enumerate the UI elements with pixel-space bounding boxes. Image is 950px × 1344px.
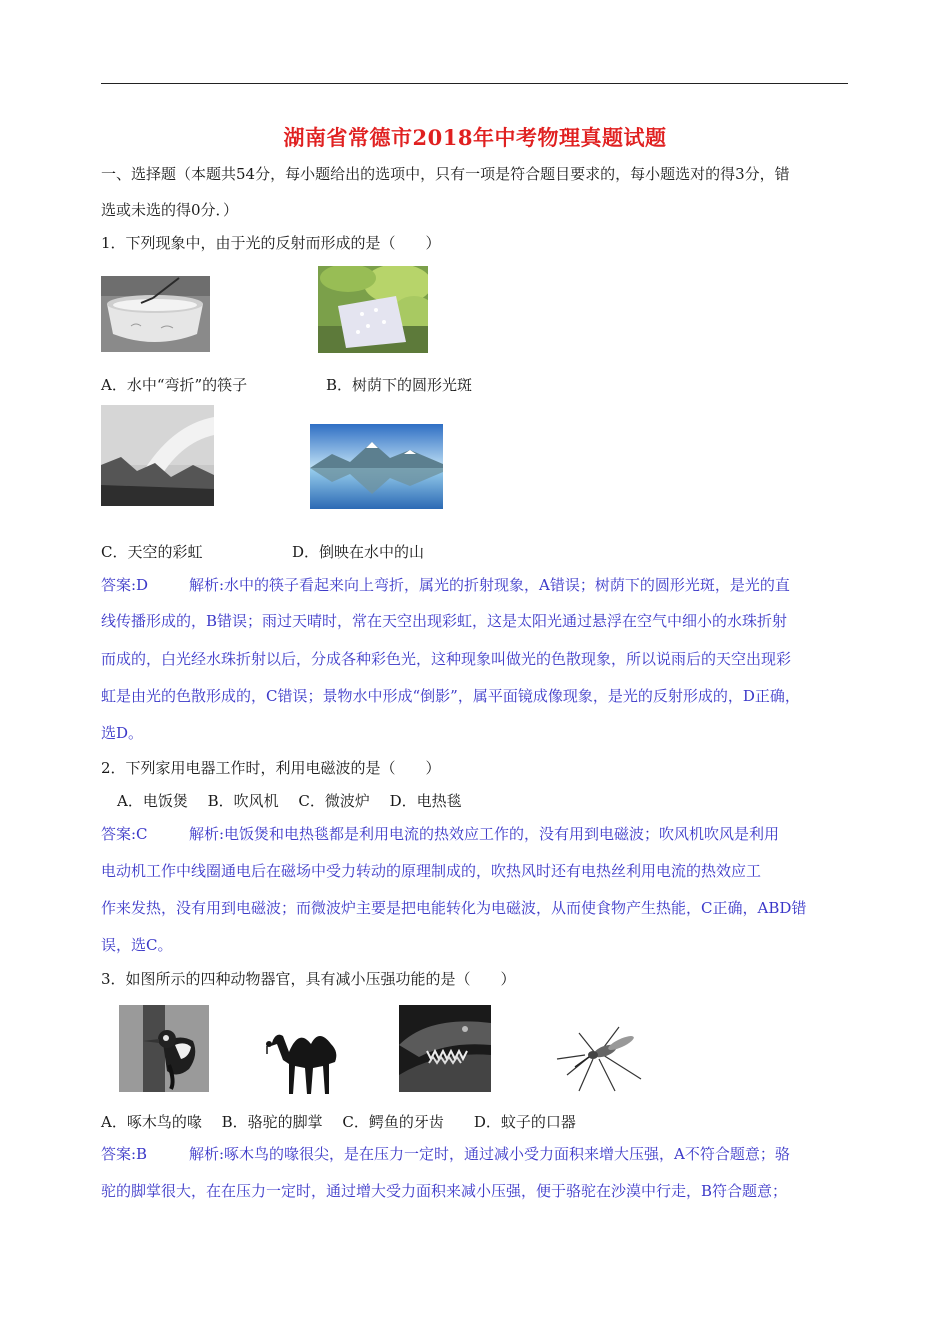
q3-explanation-line1: 解析:啄木鸟的喙很尖，是在压力一定时，通过减小受力面积来增大压强，A不符合题意；骆	[189, 1145, 790, 1163]
header-rule	[101, 83, 848, 84]
q2-stem: 2．下列家用电器工作时，利用电磁波的是（ ）	[101, 759, 441, 777]
rainbow-sky-image	[101, 405, 214, 506]
q1-stem: 1．下列现象中，由于光的反射而形成的是（ ）	[101, 234, 441, 252]
q2-explanation-line4: 误，选C。	[101, 936, 173, 954]
q3-options: A．啄木鸟的喙 B．骆驼的脚掌 C．鳄鱼的牙齿 D．蚊子的口器	[101, 1113, 576, 1131]
q1-option-c: C．天空的彩虹	[101, 543, 203, 561]
q2-explanation-line3: 作来发热，没有用到电磁波；而微波炉主要是把电能转化为电磁波，从而使食物产生热能，C正确，ABD错	[101, 899, 807, 917]
q1-explanation-line2: 线传播形成的，B错误；雨过天晴时，常在天空出现彩虹，这是太阳光通过悬浮在空气中细小的水珠折射	[101, 612, 788, 630]
page-title: 湖南省常德市2018年中考物理真题试题	[283, 125, 667, 150]
q1-explanation-line5: 选D。	[101, 724, 144, 742]
q1-answer-line1	[101, 574, 790, 596]
q1-explanation-line4: 虹是由光的色散形成的，C错误；景物水中形成“倒影”，属平面镜成像现象，是光的反射形成的，D正确，	[101, 687, 800, 705]
mountain-reflection-image	[310, 424, 443, 509]
q3-answer-tag: 答案:B	[101, 1145, 148, 1163]
q3-answer-line1	[101, 1143, 790, 1165]
section-instruction-line1: 一、选择题（本题共54分，每小题给出的选项中，只有一项是符合题目要求的，每小题选对的得3分，错	[101, 165, 790, 183]
q2-answer-tag: 答案:C	[101, 825, 148, 843]
q2-explanation-line1: 解析:电饭煲和电热毯都是利用电流的热效应工作的，没有用到电磁波；吹风机吹风是利用	[189, 825, 780, 843]
q1-option-b: B．树荫下的圆形光斑	[326, 376, 473, 394]
woodpecker-image	[119, 1005, 209, 1092]
q3-stem: 3．如图所示的四种动物器官，具有减小压强功能的是（ ）	[101, 970, 516, 988]
camel-image	[255, 1018, 347, 1098]
crocodile-image	[399, 1005, 491, 1092]
q1-answer-tag: 答案:D	[101, 576, 149, 594]
chopsticks-in-bowl-image	[101, 276, 210, 352]
q1-option-a: A．水中“弯折”的筷子	[101, 376, 248, 394]
q2-explanation-line2: 电动机工作中线圈通电后在磁场中受力转动的原理制成的，吹热风时还有电热丝利用电流的热效应工	[101, 862, 762, 880]
section-instruction-line2: 选或未选的得0分．）	[101, 201, 239, 219]
mosquito-image	[549, 1017, 649, 1094]
q1-explanation-line3: 而成的，白光经水珠折射以后，分成各种彩色光，这种现象叫做光的色散现象，所以说雨后的天空出现彩	[101, 650, 792, 668]
q1-option-d: D．倒映在水中的山	[292, 543, 425, 561]
q1-explanation-line1: 解析:水中的筷子看起来向上弯折，属光的折射现象，A错误；树荫下的圆形光斑，是光的直	[189, 576, 790, 594]
q2-answer-line1	[101, 823, 779, 845]
tree-shade-light-spots-image	[318, 266, 428, 353]
q2-options: A．电饭煲 B．吹风机 C．微波炉 D．电热毯	[117, 792, 462, 810]
q3-explanation-line2: 驼的脚掌很大，在在压力一定时，通过增大受力面积来减小压强，便于骆驼在沙漠中行走，B符合题意；	[101, 1182, 788, 1200]
